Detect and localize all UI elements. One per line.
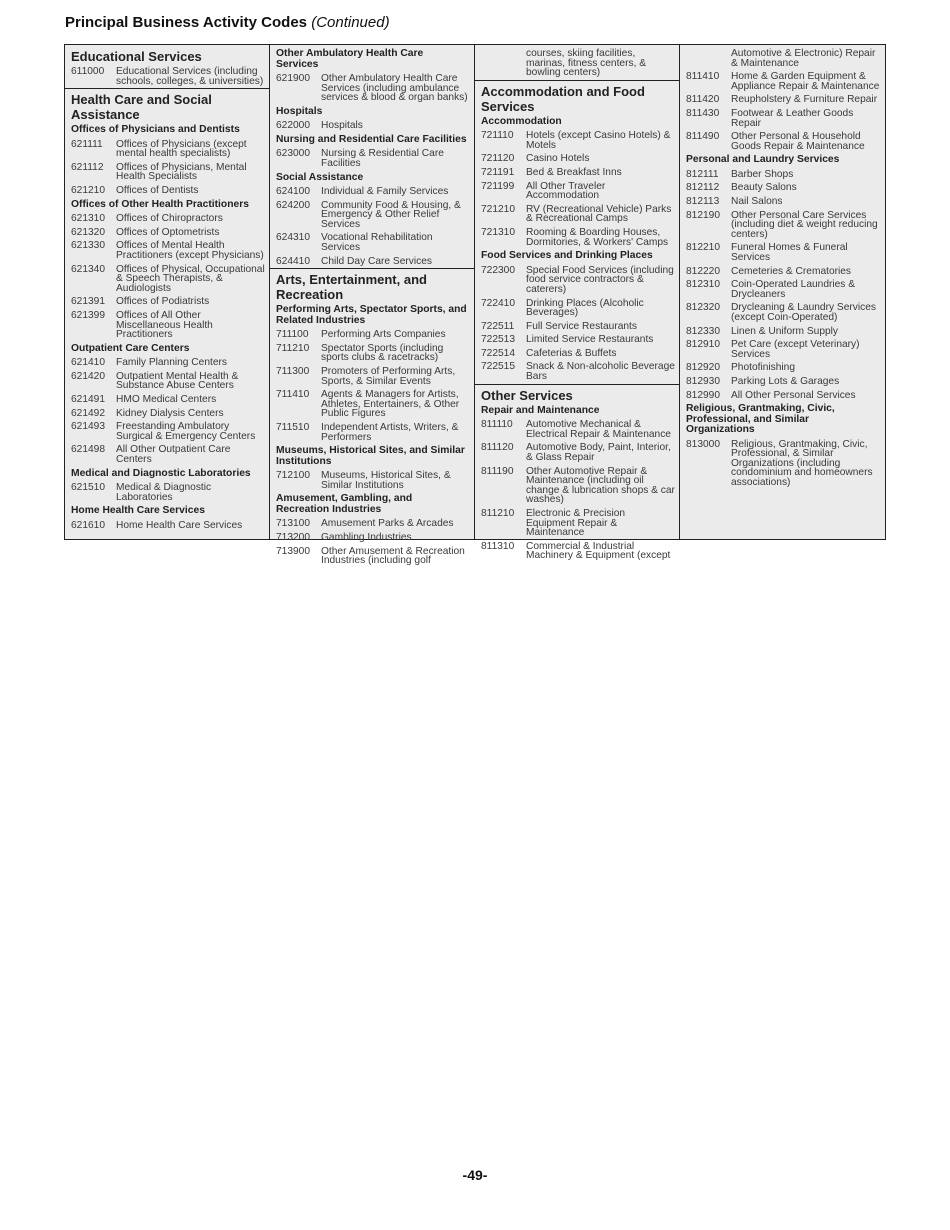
activity-description: Bed & Breakfast Inns bbox=[526, 167, 622, 179]
activity-description: Museums, Historical Sites, & Similar Institutions bbox=[321, 470, 451, 491]
activity-description: All Other Traveler Accommodation bbox=[526, 180, 606, 202]
subsection-heading: Nursing and Residential Care Facilities bbox=[276, 133, 467, 145]
activity-code: 721191 bbox=[481, 167, 515, 179]
table-row bbox=[475, 347, 679, 361]
table-row bbox=[270, 185, 474, 199]
activity-description: Promoters of Performing Arts, Sports, & Similar Events bbox=[321, 366, 456, 387]
page-number: -49- bbox=[462, 1167, 488, 1183]
activity-description: Offices of Physicians, Mental Health Specialists bbox=[116, 161, 247, 183]
activity-code: 621340 bbox=[71, 263, 105, 275]
activity-code: 621210 bbox=[71, 185, 105, 197]
activity-description: Snack & Non-alcoholic Beverage Bars bbox=[526, 361, 675, 383]
subsection-heading: Medical and Diagnostic Laboratories bbox=[71, 467, 251, 479]
subsection-heading: Repair and Maintenance bbox=[481, 404, 600, 416]
activity-description: Amusement Parks & Arcades bbox=[321, 518, 454, 530]
table-row bbox=[65, 65, 269, 88]
activity-description: Offices of Podiatrists bbox=[116, 296, 210, 308]
activity-code: 712100 bbox=[276, 470, 310, 482]
activity-description: HMO Medical Centers bbox=[116, 393, 217, 405]
activity-description: Offices of Mental Health Practitioners (except Physicians) bbox=[116, 240, 264, 261]
activity-description: Individual & Family Services bbox=[321, 186, 449, 198]
activity-description: Automotive Body, Paint, Interior, & Glass Repair bbox=[526, 442, 671, 463]
activity-description: Coin-Operated Laundries & Drycleaners bbox=[731, 279, 856, 300]
table-row bbox=[65, 420, 269, 443]
activity-code: 611000 bbox=[71, 66, 105, 77]
table-row bbox=[680, 70, 885, 93]
table-row bbox=[65, 443, 269, 466]
table-row bbox=[65, 161, 269, 184]
activity-description: Family Planning Centers bbox=[116, 357, 227, 369]
table-row bbox=[475, 129, 679, 152]
activity-description: Drycleaning & Laundry Services (except Coin-Operated) bbox=[731, 302, 876, 323]
activity-code: 711300 bbox=[276, 366, 310, 377]
table-row bbox=[65, 370, 269, 393]
activity-code: 721210 bbox=[481, 203, 515, 215]
activity-code: 624100 bbox=[276, 186, 310, 198]
activity-description: Commercial & Industrial Machinery & Equipment (except bbox=[526, 540, 671, 562]
activity-code: 812113 bbox=[686, 196, 720, 208]
activity-description: Gambling Industries bbox=[321, 531, 412, 543]
table-row bbox=[270, 545, 474, 568]
activity-description: Nursing & Residential Care Facilities bbox=[321, 148, 444, 169]
activity-code: 812111 bbox=[686, 168, 719, 180]
activity-code: 711100 bbox=[276, 329, 309, 341]
activity-description: Hospitals bbox=[321, 120, 363, 132]
activity-description: RV (Recreational Vehicle) Parks & Recreational Camps bbox=[526, 203, 672, 225]
activity-description: Spectator Sports (including sports clubs & racetracks) bbox=[321, 342, 444, 364]
activity-description: Other Personal & Household Goods Repair & Maintenance bbox=[731, 131, 865, 152]
table-row bbox=[475, 360, 679, 383]
activity-description: All Other Personal Services bbox=[731, 389, 856, 401]
table-row bbox=[680, 209, 885, 242]
activity-code: 811120 bbox=[481, 442, 514, 454]
activity-code: 812310 bbox=[686, 279, 720, 291]
activity-description: Cemeteries & Crematories bbox=[731, 265, 852, 277]
table-row bbox=[65, 481, 269, 504]
activity-description: Cafeterias & Buffets bbox=[526, 347, 617, 359]
activity-description: Automotive Mechanical & Electrical Repair & Maintenance bbox=[526, 419, 671, 440]
activity-code: 711510 bbox=[276, 421, 310, 433]
table-row bbox=[680, 130, 885, 153]
subsection-heading: Offices of Other Health Practitioners bbox=[71, 198, 249, 210]
activity-code: 621330 bbox=[71, 240, 105, 252]
table-row bbox=[270, 328, 474, 342]
activity-code: 812910 bbox=[686, 339, 720, 351]
activity-code: 812190 bbox=[686, 209, 720, 221]
activity-description: Religious, Grantmaking, Civic, Professional, & Similar Organizations (including condominium and homeowners associations) bbox=[731, 438, 873, 488]
table-row bbox=[475, 226, 679, 249]
table-row bbox=[475, 297, 679, 320]
activity-code: 722511 bbox=[481, 320, 515, 332]
table-row bbox=[475, 418, 679, 441]
activity-code: 621491 bbox=[71, 393, 105, 405]
activity-code: 811310 bbox=[481, 540, 515, 552]
activity-code: 812210 bbox=[686, 242, 720, 254]
activity-code: 811110 bbox=[481, 419, 513, 431]
table-row bbox=[270, 231, 474, 254]
activity-code: 624410 bbox=[276, 255, 310, 267]
activity-description: Photofinishing bbox=[731, 362, 796, 374]
activity-code: 621391 bbox=[71, 296, 105, 308]
activity-description: Nail Salons bbox=[731, 196, 783, 208]
activity-code: 811190 bbox=[481, 465, 514, 477]
table-row bbox=[270, 421, 474, 444]
subsection-heading: Other Ambulatory Health Care Services bbox=[276, 48, 424, 70]
table-row bbox=[65, 295, 269, 309]
subsection-heading: Offices of Physicians and Dentists bbox=[71, 124, 240, 136]
table-row bbox=[475, 180, 679, 203]
activity-description: Offices of Chiropractors bbox=[116, 213, 223, 225]
table-row bbox=[65, 356, 269, 370]
activity-code: 624310 bbox=[276, 232, 310, 244]
activity-code: 813000 bbox=[686, 438, 720, 450]
activity-code: 623000 bbox=[276, 148, 310, 160]
activity-description: Pet Care (except Veterinary) Services bbox=[731, 339, 860, 360]
activity-code: 711210 bbox=[276, 342, 310, 354]
table-row bbox=[270, 531, 474, 545]
activity-description: Home & Garden Equipment & Appliance Repair & Maintenance bbox=[731, 71, 880, 92]
activity-code: 721199 bbox=[481, 180, 515, 192]
activity-code: 621111 bbox=[71, 138, 103, 150]
activity-description: Offices of All Other Miscellaneous Health Practitioners bbox=[116, 309, 213, 341]
activity-description: Home Health Care Services bbox=[116, 519, 243, 531]
activity-code: 721310 bbox=[481, 227, 515, 239]
table-row bbox=[680, 241, 885, 264]
activity-description: All Other Outpatient Care Centers bbox=[116, 444, 231, 465]
activity-code: 621310 bbox=[71, 213, 105, 225]
subsection-heading: Amusement, Gambling, and Recreation Industries bbox=[276, 493, 413, 515]
table-row bbox=[680, 278, 885, 301]
table-column-3 bbox=[475, 45, 680, 562]
activity-code: 621112 bbox=[71, 161, 104, 173]
activity-code: 622000 bbox=[276, 120, 310, 132]
activity-description: Funeral Homes & Funeral Services bbox=[731, 242, 848, 263]
activity-description: Other Amusement & Recreation Industries (including golf bbox=[321, 545, 465, 567]
activity-description: Footwear & Leather Goods Repair bbox=[731, 107, 854, 129]
activity-description: Educational Services (including schools, colleges, & universities) bbox=[116, 66, 264, 87]
activity-code: 812930 bbox=[686, 375, 720, 387]
activity-code: 812320 bbox=[686, 302, 720, 314]
table-row bbox=[65, 138, 269, 161]
activity-codes-table bbox=[64, 44, 886, 567]
activity-description: Hotels (except Casino Hotels) & Motels bbox=[526, 130, 671, 151]
page-title bbox=[65, 14, 390, 31]
activity-code: 812330 bbox=[686, 325, 720, 337]
table-row bbox=[270, 342, 474, 365]
table-column-2 bbox=[270, 45, 475, 567]
activity-code: 621420 bbox=[71, 370, 105, 382]
subsection-heading: Performing Arts, Spectator Sports, and Related Industries bbox=[276, 304, 467, 326]
table-row bbox=[270, 72, 474, 105]
table-row bbox=[65, 184, 269, 198]
activity-description: Medical & Diagnostic Laboratories bbox=[116, 482, 212, 503]
table-row bbox=[680, 375, 885, 389]
activity-code: 811420 bbox=[686, 94, 720, 106]
table-column-4 bbox=[680, 45, 885, 539]
table-row bbox=[475, 264, 679, 297]
table-row bbox=[65, 393, 269, 407]
activity-code: 621492 bbox=[71, 407, 105, 419]
activity-code: 621493 bbox=[71, 421, 105, 433]
section-heading: Health Care and Social Assistance bbox=[65, 88, 269, 123]
activity-description: Casino Hotels bbox=[526, 153, 590, 165]
activity-code: 811490 bbox=[686, 131, 720, 143]
activity-description: Other Ambulatory Health Care Services (including ambulance services & blood & organ banks) bbox=[321, 73, 468, 104]
table-row bbox=[475, 441, 679, 464]
activity-description: Linen & Uniform Supply bbox=[731, 325, 839, 337]
activity-description: Kidney Dialysis Centers bbox=[116, 407, 224, 419]
activity-description: Agents & Managers for Artists, Athletes, Entertainers, & Other Public Figures bbox=[321, 389, 460, 420]
table-row bbox=[680, 338, 885, 361]
subsection-heading: Accommodation bbox=[481, 115, 562, 127]
activity-code: 621510 bbox=[71, 482, 105, 494]
activity-description: Offices of Dentists bbox=[116, 185, 199, 197]
activity-code: 811410 bbox=[686, 71, 720, 83]
activity-code: 621399 bbox=[71, 309, 105, 321]
table-row bbox=[680, 93, 885, 107]
subsection-heading: Food Services and Drinking Places bbox=[481, 250, 653, 262]
table-row bbox=[270, 469, 474, 492]
activity-description: Special Food Services (including food service contractors & caterers) bbox=[526, 264, 674, 295]
table-row bbox=[475, 203, 679, 226]
table-row bbox=[680, 325, 885, 339]
table-row bbox=[475, 152, 679, 166]
activity-code: 722514 bbox=[481, 347, 515, 359]
activity-description: Outpatient Mental Health & Substance Abuse Centers bbox=[116, 370, 239, 392]
activity-description: Limited Service Restaurants bbox=[526, 334, 654, 346]
continued-description bbox=[475, 47, 679, 80]
activity-code: 722300 bbox=[481, 264, 515, 276]
activity-code: 713100 bbox=[276, 518, 310, 530]
activity-code: 713900 bbox=[276, 545, 310, 557]
subsection-heading: Religious, Grantmaking, Civic, Professional, and Similar Organizations bbox=[686, 403, 835, 436]
table-row bbox=[475, 540, 679, 563]
activity-description: Child Day Care Services bbox=[321, 255, 432, 267]
activity-code: 621610 bbox=[71, 519, 105, 531]
activity-code: 811430 bbox=[686, 107, 720, 119]
table-row bbox=[270, 388, 474, 421]
table-row bbox=[65, 226, 269, 240]
activity-code: 621498 bbox=[71, 444, 105, 456]
activity-description: Drinking Places (Alcoholic Beverages) bbox=[526, 297, 644, 319]
activity-code: 711410 bbox=[276, 389, 310, 401]
activity-description: Community Food & Housing, & Emergency & Other Relief Services bbox=[321, 199, 461, 230]
table-row bbox=[680, 181, 885, 195]
section-heading: Other Services bbox=[475, 384, 679, 404]
activity-description: Offices of Optometrists bbox=[116, 226, 220, 238]
activity-code: 722515 bbox=[481, 361, 515, 373]
activity-description: Automotive & Electronic) Repair & Maintenance bbox=[731, 48, 876, 69]
table-row bbox=[680, 168, 885, 182]
activity-description: Performing Arts Companies bbox=[321, 329, 446, 341]
table-row bbox=[475, 507, 679, 540]
activity-code: 721120 bbox=[481, 153, 515, 165]
activity-code: 713200 bbox=[276, 531, 310, 543]
activity-code: 722513 bbox=[481, 334, 515, 346]
activity-description: Other Automotive Repair & Maintenance (including oil change & lubrication shops & car washes) bbox=[526, 465, 675, 506]
table-row bbox=[475, 465, 679, 507]
table-row bbox=[270, 517, 474, 531]
activity-description: Offices of Physical, Occupational & Speech Therapists, & Audiologists bbox=[116, 263, 265, 294]
activity-code: 812920 bbox=[686, 362, 720, 374]
table-row bbox=[270, 365, 474, 388]
activity-description: Barber Shops bbox=[731, 168, 794, 180]
activity-description: Parking Lots & Garages bbox=[731, 375, 840, 387]
continued-description bbox=[680, 47, 885, 70]
table-row bbox=[65, 239, 269, 262]
section-heading: Arts, Entertainment, and Recreation bbox=[270, 268, 474, 303]
subsection-heading: Social Assistance bbox=[276, 171, 364, 183]
table-row bbox=[680, 265, 885, 279]
activity-description: Other Personal Care Services (including diet & weight reducing centers) bbox=[731, 209, 878, 240]
table-row bbox=[65, 263, 269, 296]
activity-code: 721110 bbox=[481, 130, 514, 142]
activity-description: Vocational Rehabilitation Services bbox=[321, 232, 433, 254]
activity-code: 722410 bbox=[481, 297, 515, 309]
subsection-heading: Personal and Laundry Services bbox=[686, 154, 840, 166]
activity-description: Full Service Restaurants bbox=[526, 320, 637, 332]
table-row bbox=[680, 107, 885, 130]
subsection-heading: Outpatient Care Centers bbox=[71, 342, 190, 354]
table-row bbox=[680, 301, 885, 324]
activity-code: 621320 bbox=[71, 226, 105, 238]
table-row bbox=[475, 320, 679, 334]
page-title-suffix: (Continued) bbox=[311, 14, 390, 31]
activity-code: 812990 bbox=[686, 389, 720, 401]
table-row bbox=[680, 389, 885, 403]
table-column-1 bbox=[65, 45, 270, 539]
activity-description: Beauty Salons bbox=[731, 182, 797, 194]
activity-code: 621900 bbox=[276, 73, 310, 84]
subsection-heading: Museums, Historical Sites, and Similar Institutions bbox=[276, 445, 465, 467]
table-row bbox=[270, 255, 474, 269]
table-row bbox=[475, 333, 679, 347]
table-row bbox=[270, 119, 474, 133]
table-row bbox=[270, 147, 474, 170]
table-row bbox=[65, 212, 269, 226]
table-row bbox=[680, 195, 885, 209]
activity-description: Reupholstery & Furniture Repair bbox=[731, 94, 878, 106]
table-row bbox=[680, 438, 885, 490]
activity-code: 812220 bbox=[686, 265, 720, 277]
activity-description: Electronic & Precision Equipment Repair & Maintenance bbox=[526, 507, 626, 539]
activity-description: courses, skiing facilities, marinas, fitness centers, & bowling centers) bbox=[526, 48, 647, 79]
activity-description: Offices of Physicians (except mental health specialists) bbox=[116, 138, 247, 160]
activity-code: 624200 bbox=[276, 199, 310, 211]
table-row bbox=[65, 309, 269, 342]
table-row bbox=[680, 361, 885, 375]
activity-code: 812112 bbox=[686, 182, 720, 194]
page-title-text: Principal Business Activity Codes bbox=[65, 14, 308, 31]
activity-description: Rooming & Boarding Houses, Dormitories, & Workers' Camps bbox=[526, 227, 669, 248]
table-row bbox=[270, 199, 474, 232]
activity-code: 811210 bbox=[481, 507, 515, 519]
section-heading: Educational Services bbox=[71, 49, 202, 64]
subsection-heading: Hospitals bbox=[276, 105, 323, 117]
table-row bbox=[65, 519, 269, 533]
activity-code: 621410 bbox=[71, 357, 105, 369]
activity-description: Independent Artists, Writers, & Performers bbox=[321, 421, 459, 443]
activity-description: Freestanding Ambulatory Surgical & Emergency Centers bbox=[116, 421, 256, 442]
table-row bbox=[65, 407, 269, 421]
table-row bbox=[475, 166, 679, 180]
subsection-heading: Home Health Care Services bbox=[71, 505, 205, 517]
section-heading: Accommodation and Food Services bbox=[475, 80, 679, 115]
